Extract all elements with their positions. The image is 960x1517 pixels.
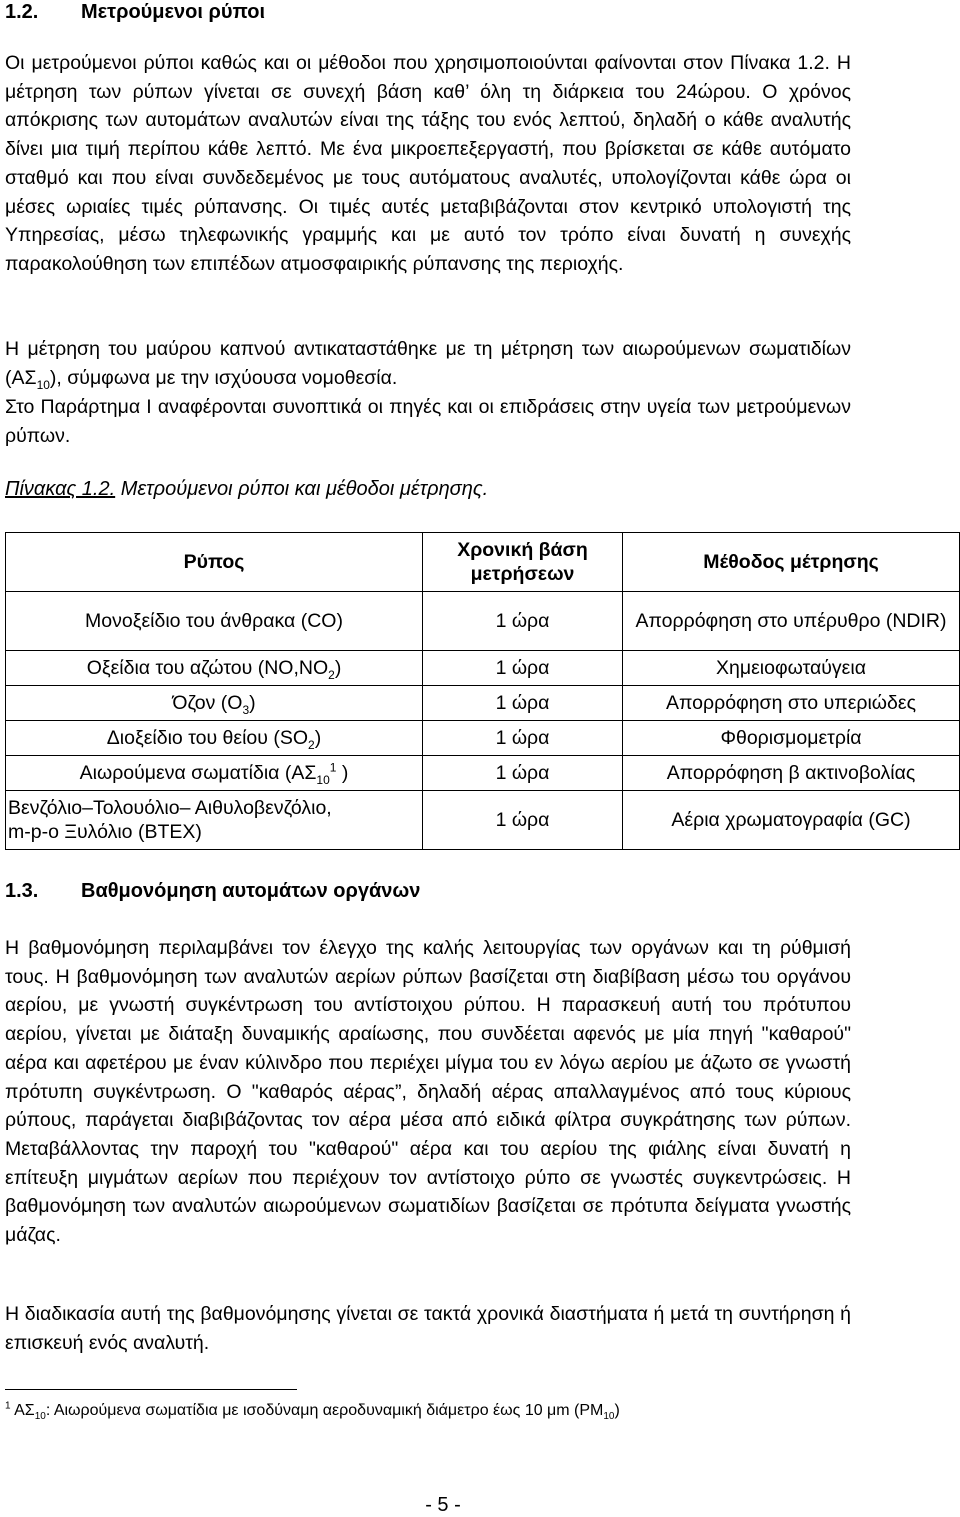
cell-time-base: 1 ώρα <box>423 686 623 721</box>
body-paragraph-annex: Στο Παράρτημα Ι αναφέρονται συνοπτικά οι πηγές και οι επιδράσεις στην υγεία των μετρούμενων ρύπων. <box>5 396 851 447</box>
cell-pollutant: Αιωρούμενα σωματίδια ($A\Sigma_{10}^1$ ) <box>6 756 423 791</box>
footnote: $^1$ $A\Sigma_{10}$: Αιωρούμενα σωματίδια με ισοδύναμη αεροδυναμική διάμετρο έως 10 μm $(PM_{10})$ <box>5 1400 620 1423</box>
header-method: Μέθοδος μέτρησης <box>623 533 960 592</box>
section-number: 1.3. <box>5 880 39 902</box>
cell-method: Απορρόφηση β ακτινοβολίας <box>623 756 960 791</box>
cell-time-base: 1 ώρα <box>423 592 623 651</box>
footnote-separator <box>5 1389 297 1390</box>
table-row <box>6 592 960 651</box>
table-row <box>6 651 960 686</box>
page-number: - 5 - <box>425 1494 461 1516</box>
table-header-row <box>6 533 960 592</box>
section-heading-1-2 <box>5 1 265 24</box>
table-row <box>6 721 960 756</box>
cell-pollutant: Μονοξείδιο του άνθρακα (CO) <box>6 592 423 651</box>
table-caption-text: Μετρούμενοι ρύποι και μέθοδοι μέτρησης. <box>115 478 489 500</box>
cell-method: Απορρόφηση στο υπέρυθρο (NDIR) <box>623 592 960 651</box>
section-title: Μετρούμενοι ρύποι <box>81 1 266 23</box>
cell-pollutant: Όζον $(O_3)$ <box>6 686 423 721</box>
cell-pollutant: Οξείδια του αζώτου $(NO,NO_2)$ <box>6 651 423 686</box>
cell-time-base: 1 ώρα <box>423 756 623 791</box>
header-time-base: Χρονική βάση μετρήσεων <box>423 533 623 592</box>
cell-method: Φθορισμομετρία <box>623 721 960 756</box>
header-pollutant: Ρύπος <box>6 533 423 592</box>
table-row <box>6 756 960 791</box>
table-caption <box>5 478 488 501</box>
cell-method: Χημειοφωταύγεια <box>623 651 960 686</box>
section-title: Βαθμονόμηση αυτομάτων οργάνων <box>81 880 421 902</box>
cell-time-base: 1 ώρα <box>423 651 623 686</box>
cell-pollutant: Διοξείδιο του θείου $(SO_2)$ <box>6 721 423 756</box>
cell-time-base: 1 ώρα <box>423 721 623 756</box>
table-row <box>6 686 960 721</box>
footnote-mark: 1 <box>5 1400 11 1412</box>
body-paragraph: Η διαδικασία αυτή της βαθμονόμησης γίνεται σε τακτά χρονικά διαστήματα ή μετά τη συντήρηση ή επισκευή ενός αναλυτή. <box>5 1303 851 1354</box>
section-number: 1.2. <box>5 1 39 23</box>
table-row <box>6 791 960 850</box>
footnote-ref: 1 <box>329 760 337 775</box>
cell-method: Αέρια χρωματογραφία (GC) <box>623 791 960 850</box>
section-heading-1-3 <box>5 880 420 903</box>
body-paragraph: Η βαθμονόμηση περιλαμβάνει τον έλεγχο της καλής λειτουργίας των οργάνων και τη ρύθμισή τους. Η βαθμονόμηση των αναλυτών αερίων ρύπων βασίζεται στη διαβίβαση μέσω του οργάνου αερίου, με γνωστή συγκέντρωση του αντίστοιχου ρύπου. Η παρασκευή αυτή του πρότυπου αερίου, γίνεται με διάταξη δυναμικής αραίωσης, που συνδέεται αφενός με μία πηγή "καθαρού" αέρα και αφετέρου με έναν κύλινδρο που περιέχει μίγμα του εν λόγω αερίου με άζωτο σε γνωστή πρότυπη συγκέντρωση. Ο "καθαρός αέρας”, δηλαδή αέρας απαλλαγμένος από τους κύριους ρύπους, παράγεται διαβιβάζοντας τον αέρα μέσα από ειδικά φίλτρα συγκράτησης των ρύπων. Μεταβάλλοντας την παροχή του "καθαρού" αέρα και του αερίου της φιάλης είναι δυνατή η επίτευξη μιγμάτων αερίων που περιέχουν τον αντίστοιχο ρύπο σε γνωστές συγκεντρώσεις. Η βαθμονόμηση των αναλυτών αιωρούμενων σωματιδίων βασίζεται σε πρότυπα δείγματα γνωστής μάζας. <box>5 937 851 1247</box>
cell-time-base: 1 ώρα <box>423 791 623 850</box>
pollutants-table <box>5 532 960 850</box>
body-paragraph-smoke: Η μέτρηση του μαύρου καπνού αντικαταστάθηκε με τη μέτρηση των αιωρούμενων σωματιδίων $(A\Sigma_{10})$, σύμφωνα με την ισχύουσα νομοθεσία. <box>5 338 851 392</box>
table-caption-label: Πίνακας 1.2. <box>5 478 116 500</box>
cell-pollutant: Βενζόλιο–Τολουόλιο– Αιθυλοβενζόλιο, m-p-o Ξυλόλιο (BTEX) <box>6 791 423 850</box>
cell-method: Απορρόφηση στο υπεριώδες <box>623 686 960 721</box>
body-paragraph: Οι μετρούμενοι ρύποι καθώς και οι μέθοδοι που χρησιμοποιούνται φαίνονται στον Πίνακα 1.2. Η μέτρηση των ρύπων γίνεται σε συνεχή βάση καθ’ όλη τη διάρκεια του 24ώρου. Ο χρόνος απόκρισης των αυτομάτων αναλυτών είναι της τάξης του ενός λεπτού, δηλαδή ο κάθε αναλυτής δίνει μια τιμή περίπου κάθε λεπτό. Με ένα μικροεπεξεργαστή, που βρίσκεται σε κάθε αυτόματο σταθμό και που είναι συνδεδεμένος με τους αυτόματους αναλυτές, υπολογίζονται κάθε ώρα οι μέσες ωριαίες τιμές ρύπανσης. Οι τιμές αυτές μεταβιβάζονται στον κεντρικό υπολογιστή της Υπηρεσίας, μέσω τηλεφωνικής γραμμής και με αυτό τον τρόπο είναι δυνατή η συνεχής παρακολούθηση των επιπέδων ατμοσφαιρικής ρύπανσης της περιοχής. <box>5 52 851 275</box>
